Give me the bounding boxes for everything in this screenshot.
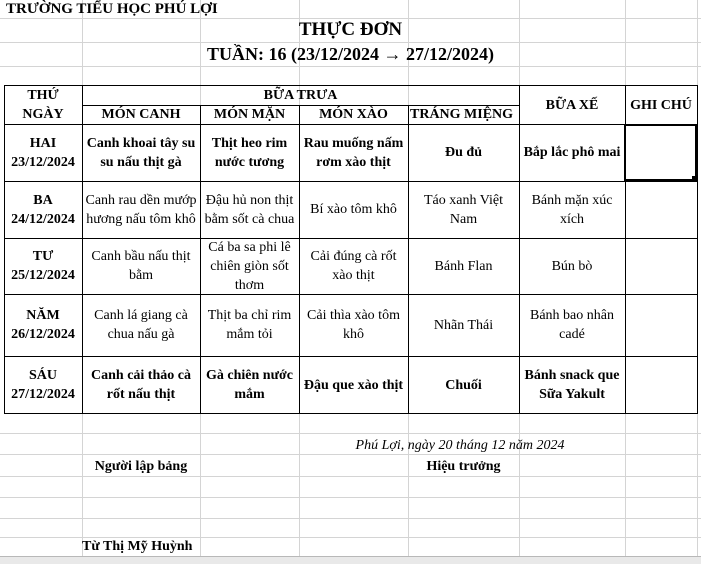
menu-cell-ghi-chu[interactable] [625, 356, 697, 414]
menu-cell-xao[interactable]: Rau muống nấm rơm xào thịt [303, 135, 404, 170]
day-date: 24/12/2024 [11, 211, 75, 227]
day-date: 25/12/2024 [11, 268, 75, 283]
menu-cell-xe[interactable]: Bánh bao nhân cadé [530, 308, 614, 342]
header-bua-trua[interactable]: BỮA TRƯA [263, 88, 338, 103]
day-cell[interactable] [4, 294, 82, 356]
menu-cell-xe[interactable]: Bánh mặn xúc xích [531, 192, 613, 227]
table-border [408, 105, 409, 414]
place-date: Phú Lợi, ngày 20 tháng 12 năm 2024 [355, 438, 565, 453]
menu-cell-man[interactable]: Đậu hủ non thịt bằm sốt cà chua [204, 192, 295, 227]
signer-name: Từ Thị Mỹ Huỳnh [82, 539, 193, 554]
menu-cell-trang-mieng[interactable]: Chuối [445, 377, 482, 393]
table-border [82, 105, 519, 106]
table-border [4, 294, 697, 295]
day-date: 23/12/2024 [11, 154, 75, 170]
table-border [299, 105, 300, 414]
header-mon-canh[interactable]: MÓN CANH [101, 107, 181, 122]
menu-cell-canh[interactable]: Canh khoai tây su su nấu thịt gà [86, 135, 196, 170]
menu-cell-canh[interactable]: Canh cải thảo cà rốt nấu thịt [91, 368, 191, 402]
day-name: SÁU [28, 368, 57, 383]
menu-cell-trang-mieng[interactable]: Táo xanh Việt Nam [424, 192, 503, 227]
menu-cell-man[interactable]: Gà chiên nước mắm [206, 368, 293, 402]
menu-cell-xe[interactable]: Bánh snack que Sữa Yakult [524, 368, 620, 402]
menu-cell-trang-mieng[interactable]: Bánh Flan [434, 258, 493, 274]
day-name: HAI [29, 135, 57, 151]
menu-cell-xao[interactable]: Cải đúng cà rốt xào thịt [310, 249, 397, 283]
menu-cell-ghi-chu[interactable] [625, 181, 697, 238]
header-mon-xao[interactable]: MÓN XÀO [319, 107, 388, 122]
selected-cell[interactable] [624, 124, 697, 181]
day-cell[interactable] [4, 238, 82, 294]
menu-title: THỰC ĐƠN [298, 19, 403, 40]
header-bua-xe[interactable]: BỮA XẾ [545, 97, 599, 113]
table-border [4, 238, 697, 239]
menu-cell-trang-mieng[interactable]: Đu đủ [445, 145, 482, 160]
menu-cell-xe[interactable]: Bắp lắc phô mai [523, 145, 621, 160]
menu-cell-xao[interactable]: Đậu que xào thịt [303, 377, 404, 393]
menu-cell-man[interactable]: Thịt heo rim nước tương [211, 135, 288, 170]
table-border [519, 85, 520, 414]
table-border [4, 413, 697, 414]
day-name: TƯ [32, 249, 54, 264]
nguoi-lap-bang: Người lập bảng [94, 459, 188, 474]
day-cell[interactable] [4, 181, 82, 238]
table-border [82, 85, 83, 414]
table-border [4, 181, 697, 182]
day-date: 27/12/2024 [11, 387, 75, 402]
menu-cell-xe[interactable]: Bún bò [551, 258, 593, 274]
menu-cell-xao[interactable]: Bí xào tôm khô [310, 202, 397, 217]
day-name: BA [33, 192, 53, 208]
header-trang-mieng[interactable]: TRÁNG MIỆNG [410, 107, 514, 122]
header-mon-man[interactable]: MÓN MẶN [213, 107, 286, 122]
fill-handle[interactable] [692, 176, 697, 181]
menu-cell-canh[interactable]: Canh bầu nấu thịt bằm [91, 249, 191, 283]
menu-cell-ghi-chu[interactable] [625, 238, 697, 294]
menu-cell-canh[interactable]: Canh rau dền mướp hương nấu tôm khô [85, 192, 197, 227]
header-ngay[interactable]: NGÀY [22, 107, 64, 122]
day-cell[interactable] [4, 124, 82, 181]
hieu-truong: Hiệu trưởng [426, 459, 501, 474]
table-border [200, 105, 201, 414]
menu-cell-man[interactable]: Cá ba sa phi lê chiên giòn sốt thơm [208, 239, 291, 293]
table-border [697, 85, 698, 414]
header-thu[interactable]: THỨ [27, 88, 59, 103]
menu-cell-xao[interactable]: Cải thìa xào tôm khô [307, 308, 400, 342]
table-border [4, 356, 697, 357]
menu-cell-trang-mieng[interactable]: Nhãn Thái [433, 317, 494, 333]
week-range: TUẦN: 16 (23/12/2024 → 27/12/2024) [207, 44, 494, 64]
menu-cell-canh[interactable]: Canh lá giang cà chua nấu gà [94, 308, 188, 342]
day-cell[interactable] [4, 356, 82, 414]
day-name: NĂM [26, 308, 60, 323]
menu-cell-ghi-chu[interactable] [625, 294, 697, 356]
menu-cell-man[interactable]: Thịt ba chỉ rim mắm tỏi [207, 308, 292, 342]
school-name: TRƯỜNG TIỂU HỌC PHÚ LỢI [6, 1, 218, 17]
table-border [4, 124, 697, 125]
table-border [4, 85, 5, 414]
header-ghi-chu[interactable]: GHI CHÚ [630, 98, 692, 113]
day-date: 26/12/2024 [11, 327, 75, 342]
table-border [4, 85, 697, 86]
